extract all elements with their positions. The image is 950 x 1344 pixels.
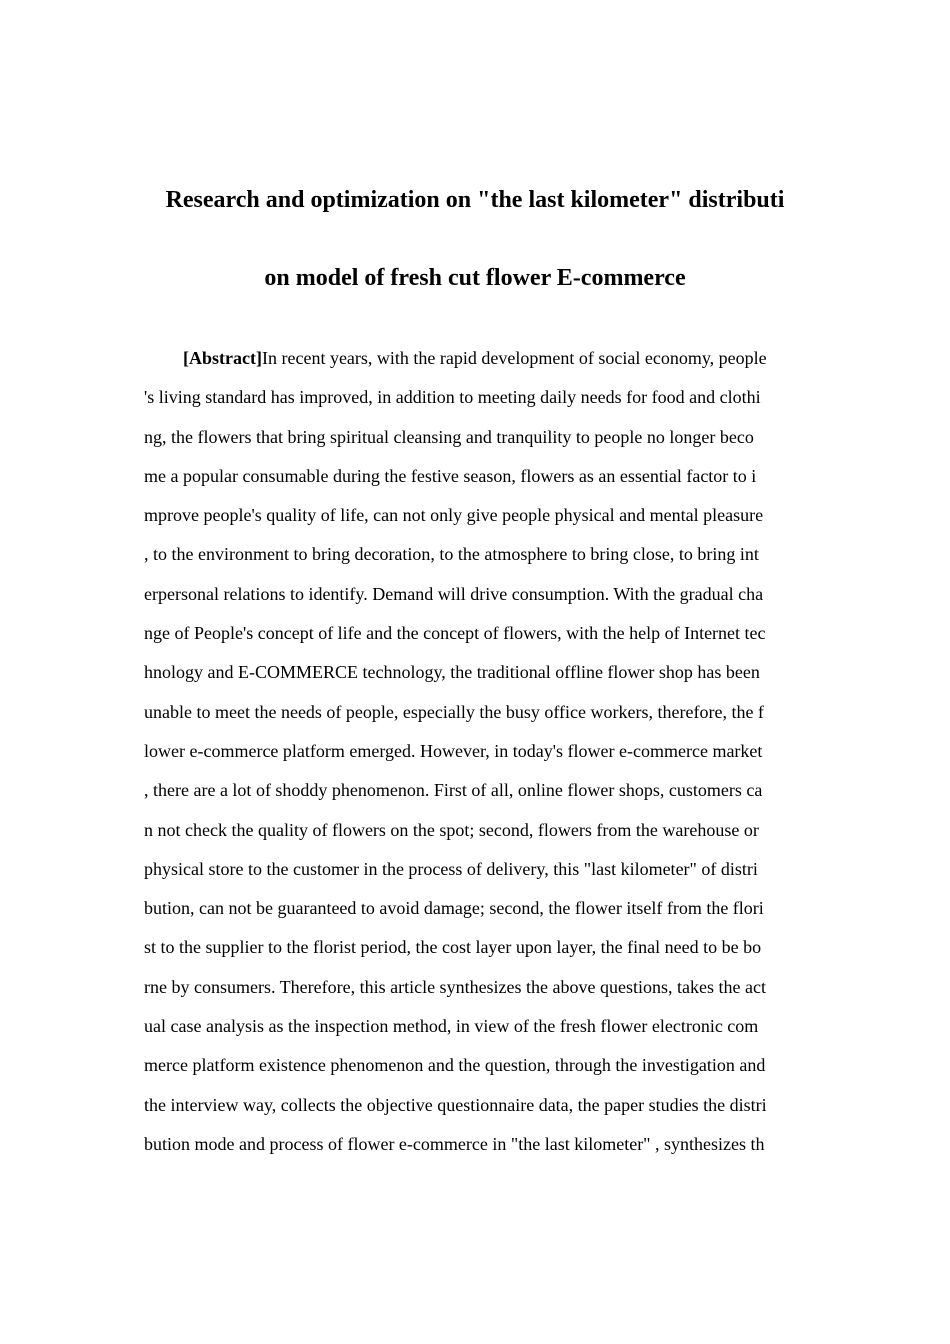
- abstract-line: erpersonal relations to identify. Demand will drive consumption. With the gradual cha: [144, 583, 764, 604]
- abstract-line: the interview way, collects the objective questionnaire data, the paper studies the distri: [144, 1094, 767, 1115]
- abstract-line: , to the environment to bring decoration, to the atmosphere to bring close, to bring int: [144, 544, 759, 565]
- abstract-line: 's living standard has improved, in addition to meeting daily needs for food and clothi: [144, 387, 761, 408]
- abstract-line: [144, 344, 824, 383]
- abstract-text: In recent years, with the rapid development of social economy, people: [261, 348, 767, 368]
- abstract-line: unable to meet the needs of people, especially the busy office workers, therefore, the f: [144, 701, 764, 722]
- abstract-line: rne by consumers. Therefore, this article synthesizes the above questions, takes the act: [144, 976, 766, 997]
- abstract-label: [Abstract]: [183, 348, 262, 368]
- abstract-line: merce platform existence phenomenon and the question, through the investigation and: [144, 1055, 766, 1076]
- abstract-line: me a popular consumable during the festive season, flowers as an essential factor to i: [144, 465, 757, 486]
- abstract-line: nge of People's concept of life and the concept of flowers, with the help of Internet tec: [144, 623, 766, 644]
- abstract-line: mprove people's quality of life, can not only give people physical and mental pleasure: [144, 505, 764, 526]
- abstract-line: ng, the flowers that bring spiritual cleansing and tranquility to people no longer beco: [144, 426, 754, 447]
- abstract-section: [144, 344, 824, 1169]
- paper-title-line-1: Research and optimization on "the last kilometer" distributi: [165, 187, 785, 213]
- abstract-line: n not check the quality of flowers on the spot; second, flowers from the warehouse or: [144, 819, 759, 840]
- abstract-line: hnology and E-COMMERCE technology, the traditional offline flower shop has been: [144, 662, 760, 683]
- abstract-line: ual case analysis as the inspection method, in view of the fresh flower electronic com: [144, 1016, 759, 1037]
- abstract-line: st to the supplier to the florist period, the cost layer upon layer, the final need to be bo: [144, 937, 762, 958]
- paper-title-line-2: on model of fresh cut flower E-commerce: [264, 265, 686, 291]
- abstract-line: physical store to the customer in the process of delivery, this "last kilometer" of distri: [144, 858, 758, 879]
- abstract-line: , there are a lot of shoddy phenomenon. First of all, online flower shops, customers ca: [144, 780, 763, 801]
- abstract-line: lower e-commerce platform emerged. However, in today's flower e-commerce market: [144, 740, 763, 761]
- abstract-line: bution, can not be guaranteed to avoid damage; second, the flower itself from the flori: [144, 898, 764, 919]
- abstract-line: bution mode and process of flower e-commerce in "the last kilometer" , synthesizes th: [144, 1133, 765, 1154]
